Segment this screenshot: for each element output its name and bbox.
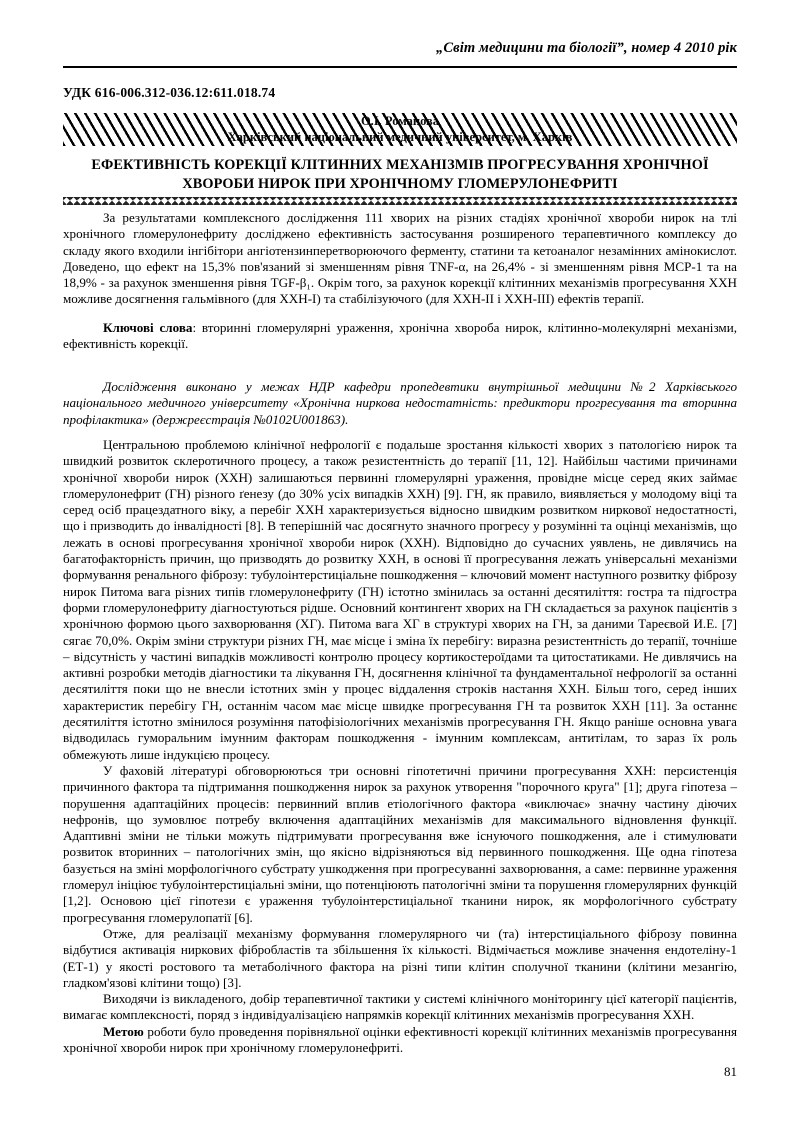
body-paragraph: Отже, для реалізації механізму формування гломерулярного чи (та) інтерстиціального фіброзу повинна відбутися активація ниркових фібробластів та збільшення їх кількості. Відмічається можливе значення ендотеліну-1 (ЕТ-1) у якості ростового та метаболічного фактора на різні типи клітин сполучної тканини (клітини мезангію, гладком'язові клітини тощо) [3]. bbox=[63, 925, 737, 990]
udc-code: УДК 616-006.312-036.12:611.018.74 bbox=[63, 85, 276, 100]
funding-text: Дослідження виконано у межах НДР кафедри пропедевтики внутрішньої медицини №2 Харківського національного медичного університету «Хронічна ниркова недостатність: предиктори прогресування та вторинна профілактика» (держреєстрація №0102U001863). bbox=[63, 379, 737, 427]
body-paragraph: Виходячи із викладеного, добір терапевтичної тактики у системі клінічного моніторингу цієї категорії пацієнтів, вимагає комплексності, поряд з індивідуалізацією напрямків корекції клітинних механізмів прогресування ХХН. bbox=[63, 991, 737, 1023]
author-block-obscured bbox=[63, 113, 737, 146]
aim-label: Метою bbox=[103, 1023, 144, 1039]
abstract-text: За результатами комплексного дослідження 111 хворих на різних стадіях хронічної хвороби нирок на тлі хронічного гломерулонефриту досліджено ефективність застосування розширеного терапевтичного комплексу до складу якого входили інгібітори ангіотензинперетворюючого ферменту, статини та кетоаналог незамінних амінокислот. Доведено, що ефект на 15,3% пов'язаний зі зменшенням рівня TNF-α, на 26,4% - зі зменшенням рівня МСР-1 та на 18,9% - за рахунок зменшення рівня TGF-β₁. Окрім того, за рахунок корекції клітинних механізмів прогресування ХХН можливе досягнення гальмівного (для ХХН-І) та стабілізуючого (для ХХН-ІІ і ХХН-ІІІ) ефектів терапії. bbox=[63, 210, 737, 307]
funding-note bbox=[63, 379, 737, 428]
running-head-rule bbox=[63, 66, 737, 68]
aim-text: роботи було проведення порівняльної оцінки ефективності корекції клітинних механізмів прогресування хронічної хвороби нирок при хронічному гломерулонефриті. bbox=[63, 1023, 737, 1055]
author-name: О.І. Романова bbox=[360, 114, 440, 128]
author-affiliation: Харківський національний медичний університет, м. Харків bbox=[227, 130, 573, 144]
keywords-section bbox=[63, 320, 737, 353]
aim-paragraph bbox=[63, 1024, 737, 1057]
body-text bbox=[63, 437, 737, 1056]
running-head: „Світ медицини та біології”, номер 4 2010 рік bbox=[436, 40, 737, 56]
page-number: 81 bbox=[724, 1064, 737, 1079]
body-paragraph: У фаховій літературі обговорюються три основні гіпотетичні причини прогресування ХХН: персистенція причинного фактора та підтримання пошкодження нирок за рахунок утворення "порочного круга" [1]; друга гіпотеза – порушення адаптаційних процесів: первинний вплив етіологічного фактора «виключає» значну частину діючих нефронів, що зумовлює потребу включення адаптаційних механізмів для максимального відновлення функції. Адаптивні зміни не тільки можуть підтримувати прогресування вже існуючого пошкодження, але і стимулювати розвиток вторинних – патологічних змін, що якісно відрізняються від первинного пошкодження. Ще одна гіпотеза базується на зміні морфологічного субстрату ушкодження при прогресуванні захворювання, а саме: первинне ураження гломерул ініціює тубулоінтерстиціальні зміни, що потенціюють патологічні зміни та порушення гломерулярних функцій [1,2]. Основою цієї гіпотези є ураження тубулоінтерстиціальної тканини нирок, як морфологічного субстрату прогресування гломерулопатії [6]. bbox=[63, 762, 737, 925]
zigzag-divider bbox=[63, 197, 737, 205]
abstract-section bbox=[63, 210, 737, 308]
keywords-label: Ключові слова bbox=[103, 320, 193, 335]
body-paragraph: Центральною проблемою клінічної нефрології є подальше зростання кількості хворих з патологією нирок та швидкий розвиток склеротичного процесу, а також резистентність до терапії [11, 12]. Найбільш частими причинами хронічної хвороби нирок (ХХН) залишаються первинні гломерулярні ураження, провідне місце серед яких займає гломерулонефрит (ГН) різного ґенезу (до 30% усіх випадків ХХН) [9]. ГН, як правило, виявляється у молодому віці та серед осіб працездатного віку, а перебіг ХХН характеризується відносно швидким розвитком ниркової недостатності, що і призводить до інвалідності [8]. В теперішній час досягнуто значного прогресу у розумінні та оцінці механізмів, що лежать в основі прогресування хронічної хвороби нирок (ХХН). Відповідно до сучасних уявлень, не дивлячись на багатофакторність причин, що призводять до розвитку ХХН, в основі її прогресування лежать універсальні механізми формування ренального фіброзу: тубулоінтерстиціальне пошкодження – ключовий момент наступного розвитку фіброзу нирок Питома вага різних типів гломерулонефриту (ГН) істотно змінилась за останні десятиліття: гостра та підгостра форми гломерулонефриту діагностуються рідше. Основний контингент хворих на ГН складається за рахунок пацієнтів з хронічною формою цього захворювання (ХГ). Питома вага ХГ в структурі хворих на ГН, за даними Тареєвой И.Е. [7] сягає 70,0%. Окрім зміни структури різних ГН, має місце і зміна їх перебігу: виразна резистентність до терапії, точніше – відсутність у частині випадків можливості контролю процесу кортикостероїдами та цитостатиками. Не дивлячись на активні розробки методів діагностики та лікування ГН, досягнення клінічної та фундаментальної нефрології за останні десятиліття поки що не внесли істотних змін у процес віддалення строків настання ХХН. Більш того, серед інших характеристик перебігу ГН, останнім часом має місце швидке прогресування ГН та розвиток ХХН [11]. За останнє десятиліття істотно змінилося розуміння патофізіологічних механізмів прогресування ГН. Якщо раніше основна увага відводилась гуморальним імунним факторам пошкодження - імунним комплексам, антитілам, то зараз їх роль обмежують лише індукцією процесу. bbox=[63, 437, 737, 762]
keywords-text: : вторинні гломерулярні ураження, хронічна хвороба нирок, клітинно-молекулярні механізми, ефективність корекції. bbox=[63, 320, 737, 352]
page-title: ЕФЕКТИВНІСТЬ КОРЕКЦІЇ КЛІТИННИХ МЕХАНІЗМІВ ПРОГРЕСУВАННЯ ХРОНІЧНОЇ ХВОРОБИ НИРОК ПРИ ХРОНІЧНОМУ ГЛОМЕРУЛОНЕФРИТІ bbox=[91, 157, 709, 192]
keywords-paragraph bbox=[63, 320, 737, 353]
